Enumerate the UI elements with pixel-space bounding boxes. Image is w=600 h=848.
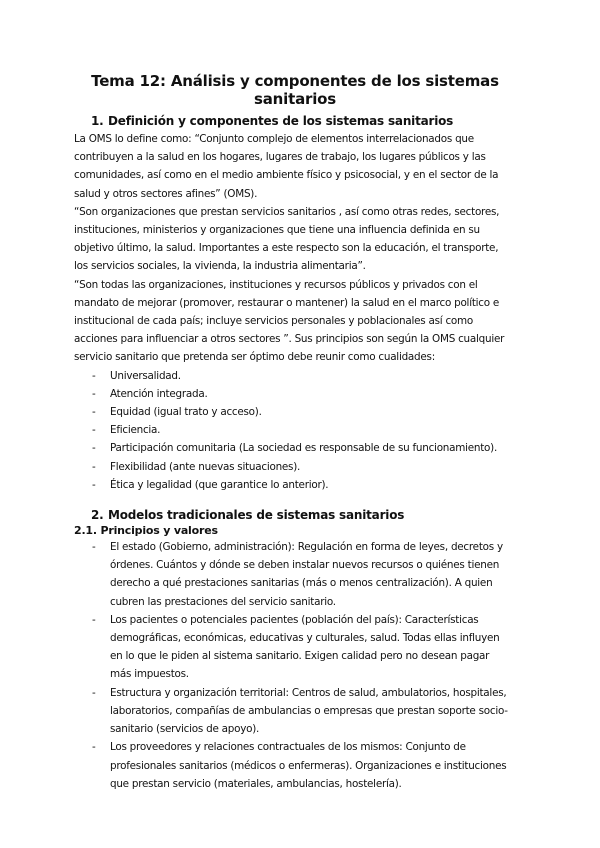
list-item-text: Los pacientes o potenciales pacientes (población del país): Características demográficas, económicas, educativas y culturales, salud. Todas ellas influyen en lo que le piden al sistema sanitario. Exigen calidad pero no desean pagar más impuestos. [110, 613, 500, 681]
list-item-text: Equidad (igual trato y acceso). [110, 406, 262, 419]
section-1-heading [91, 114, 512, 128]
dash-bullet: - [92, 406, 96, 419]
paragraph: “Son todas las organizaciones, instituciones y recursos públicos y privados con el mandato de mejorar (promover, restaurar o mantener) la salud en el marco político e institucional de cada país; incluye servicios personales y poblacionales así como acciones para influenciar a otros sectores ”. Sus principios son según la OMS cualquier servicio sanitario que pretenda ser óptimo debe reunir como cualidades: [74, 278, 505, 364]
dash-bullet: - [92, 741, 96, 754]
list-item-text: Eficiencia. [110, 424, 161, 437]
list-item-text: Universalidad. [110, 369, 181, 382]
list-item-text: Ética y legalidad (que garantice lo anterior). [110, 478, 329, 491]
list-item [92, 538, 512, 611]
section-1-number: 1. [91, 114, 104, 128]
list-item [92, 439, 512, 457]
list-item-text: El estado (Gobierno, administración): Regulación en forma de leyes, decretos y órdenes. Cuántos y dónde se deben instalar nuevos recursos o quiénes tienen derecho a qué prestaciones sanitarias (más o menos centralización). A quien cubren las prestaciones del servicio sanitario. [110, 541, 503, 608]
list-item [92, 385, 512, 403]
list-item [92, 476, 512, 494]
qualities-list [92, 367, 512, 494]
list-item-text: Atención integrada. [110, 387, 208, 400]
section-2-number: 2. [91, 508, 104, 523]
subsection-2-1-heading: 2.1. Principios y valores [74, 524, 218, 538]
list-item-text: Los proveedores y relaciones contractuales de los mismos: Conjunto de profesionales sanitarios (médicos o enfermeras). Organizaciones e instituciones que prestan servicio (materiales, ambulancias, hostelería). [110, 741, 507, 790]
section-2-heading-text: Modelos tradicionales de sistemas sanitarios [108, 508, 405, 523]
dash-bullet: - [92, 442, 96, 455]
section-1-heading-text: Definición y componentes de los sistemas sanitarios [108, 114, 454, 128]
paragraph: “Son organizaciones que prestan servicios sanitarios , así como otras redes, sectores, instituciones, ministerios y organizaciones que tiene una influencia definida en su objetivo último, la salud. Importantes a este respecto son la educación, el transporte, los servicios sociales, la vivienda, la industria alimentaria”. [74, 205, 500, 273]
list-item-text: Participación comunitaria (La sociedad es responsable de su funcionamiento). [110, 442, 498, 455]
dash-bullet: - [92, 541, 96, 554]
dash-bullet: - [92, 387, 96, 400]
dash-bullet: - [92, 369, 96, 382]
list-item [92, 611, 512, 684]
section-2-heading [91, 508, 512, 522]
list-item [92, 403, 512, 421]
list-item [92, 684, 512, 739]
dash-bullet: - [92, 460, 96, 473]
list-item-text: Estructura y organización territorial: Centros de salud, ambulatorios, hospitales, laboratorios, compañías de ambulancias o empresas que prestan soporte socio-sanitario (servicios de apoyo). [110, 686, 508, 736]
principles-list [92, 538, 512, 793]
list-item [92, 367, 512, 385]
list-item [92, 458, 512, 476]
dash-bullet: - [92, 686, 96, 699]
dash-bullet: - [92, 424, 96, 437]
list-item-text: Flexibilidad (ante nuevas situaciones). [110, 460, 301, 473]
page-title: Tema 12: Análisis y componentes de los sistemas sanitarios [91, 72, 499, 108]
list-item [92, 421, 512, 439]
dash-bullet: - [92, 478, 96, 491]
paragraph: La OMS lo define como: “Conjunto complejo de elementos interrelacionados que contribuyen a la salud en los hogares, lugares de trabajo, los lugares públicos y las comunidades, así como en el medio ambiente físico y psicosocial, y en el sector de la salud y otros sectores afines” (OMS). [74, 133, 499, 200]
list-item [92, 738, 512, 793]
section-gap [74, 494, 512, 508]
dash-bullet: - [92, 613, 96, 626]
